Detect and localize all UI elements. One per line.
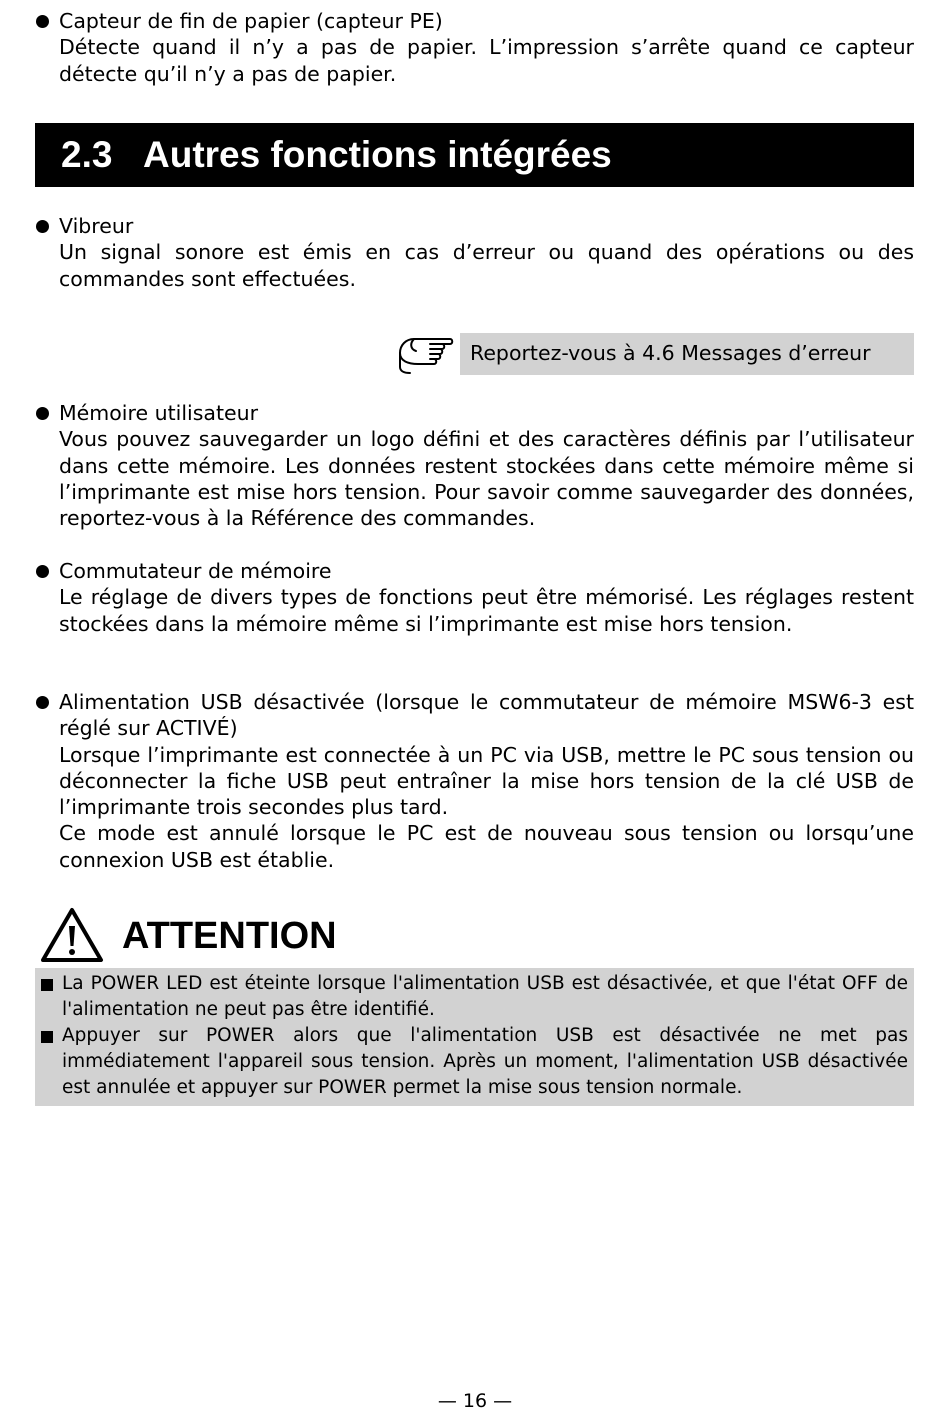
bullet-title: Mémoire utilisateur <box>59 401 259 425</box>
attention-note <box>41 1023 908 1101</box>
section-header <box>35 123 914 187</box>
bullet-title: Commutateur de mémoire <box>59 559 332 583</box>
bullet-body: Un signal sonore est émis en cas d’erreur ou quand des opérations ou des commandes sont effectuées. <box>59 240 914 291</box>
attention-note-text: La POWER LED est éteinte lorsque l'alimentation USB est désactivée, et que l'état OFF de l'alimentation ne peut pas être identifié. <box>62 973 908 1020</box>
attention-note <box>41 971 908 1023</box>
warning-triangle-icon <box>40 906 104 964</box>
pointing-hand-icon <box>396 333 456 377</box>
attention-note-text: Appuyer sur POWER alors que l'alimentation USB est désactivée ne met pas immédiatement l'appareil sous tension. Après un moment, l'alimentation USB désactivée est annulée et appuyer sur POWER permet la mise sous tension normale. <box>62 1025 908 1098</box>
bullet-dot-icon <box>36 220 49 233</box>
bullet-title: Vibreur <box>59 214 134 238</box>
bullet-dot-icon <box>36 15 49 28</box>
attention-heading <box>40 906 540 966</box>
bullet-buzzer <box>36 213 914 292</box>
bullet-body: Vous pouvez sauvegarder un logo défini et des caractères définis par l’utilisateur dans cette mémoire. Les données restent stockées dans cette mémoire même si l’imprimante est mise hors tension. Pour savoir comme sauvegarder des données, reportez-vous à la Référence des commandes. <box>59 427 914 531</box>
bullet-memory-switch <box>36 558 914 637</box>
attention-label: ATTENTION <box>122 915 337 957</box>
bullet-title: Alimentation USB désactivée (lorsque le commutateur de mémoire MSW6-3 est réglé sur ACTIVÉ) <box>59 690 914 741</box>
bullet-body: Détecte quand il n’y a pas de papier. L’impression s’arrête quand ce capteur détecte qu’il n’y a pas de papier. <box>59 35 914 86</box>
bullet-body-paragraph: Ce mode est annulé lorsque le PC est de nouveau sous tension ou lorsqu’une connexion USB est établie. <box>59 821 914 872</box>
reference-note <box>396 333 914 375</box>
bullet-body-paragraph: Lorsque l’imprimante est connectée à un PC via USB, mettre le PC sous tension ou déconnecter la fiche USB peut entraîner la mise hors tension de la clé USB de l’imprimante trois secondes plus tard. <box>59 742 914 820</box>
section-title: Autres fonctions intégrées <box>143 134 612 175</box>
bullet-body: Le réglage de divers types de fonctions peut être mémorisé. Les réglages restent stockées dans la mémoire même si l’imprimante est mise hors tension. <box>59 585 914 636</box>
bullet-dot-icon <box>36 565 49 578</box>
bullet-dot-icon <box>36 407 49 420</box>
square-bullet-icon <box>41 1031 53 1043</box>
bullet-user-memory <box>36 400 914 531</box>
reference-text: Reportez-vous à 4.6 Messages d’erreur <box>460 333 914 375</box>
bullet-body <box>59 742 914 873</box>
bullet-usb-power-off <box>36 689 914 873</box>
bullet-title: Capteur de fin de papier (capteur PE) <box>59 9 443 33</box>
page-number: — 16 — <box>437 1390 513 1412</box>
bullet-paper-end-sensor <box>36 8 914 87</box>
attention-box <box>35 968 914 1106</box>
square-bullet-icon <box>41 979 53 991</box>
bullet-dot-icon <box>36 696 49 709</box>
section-number: 2.3 <box>61 134 113 175</box>
